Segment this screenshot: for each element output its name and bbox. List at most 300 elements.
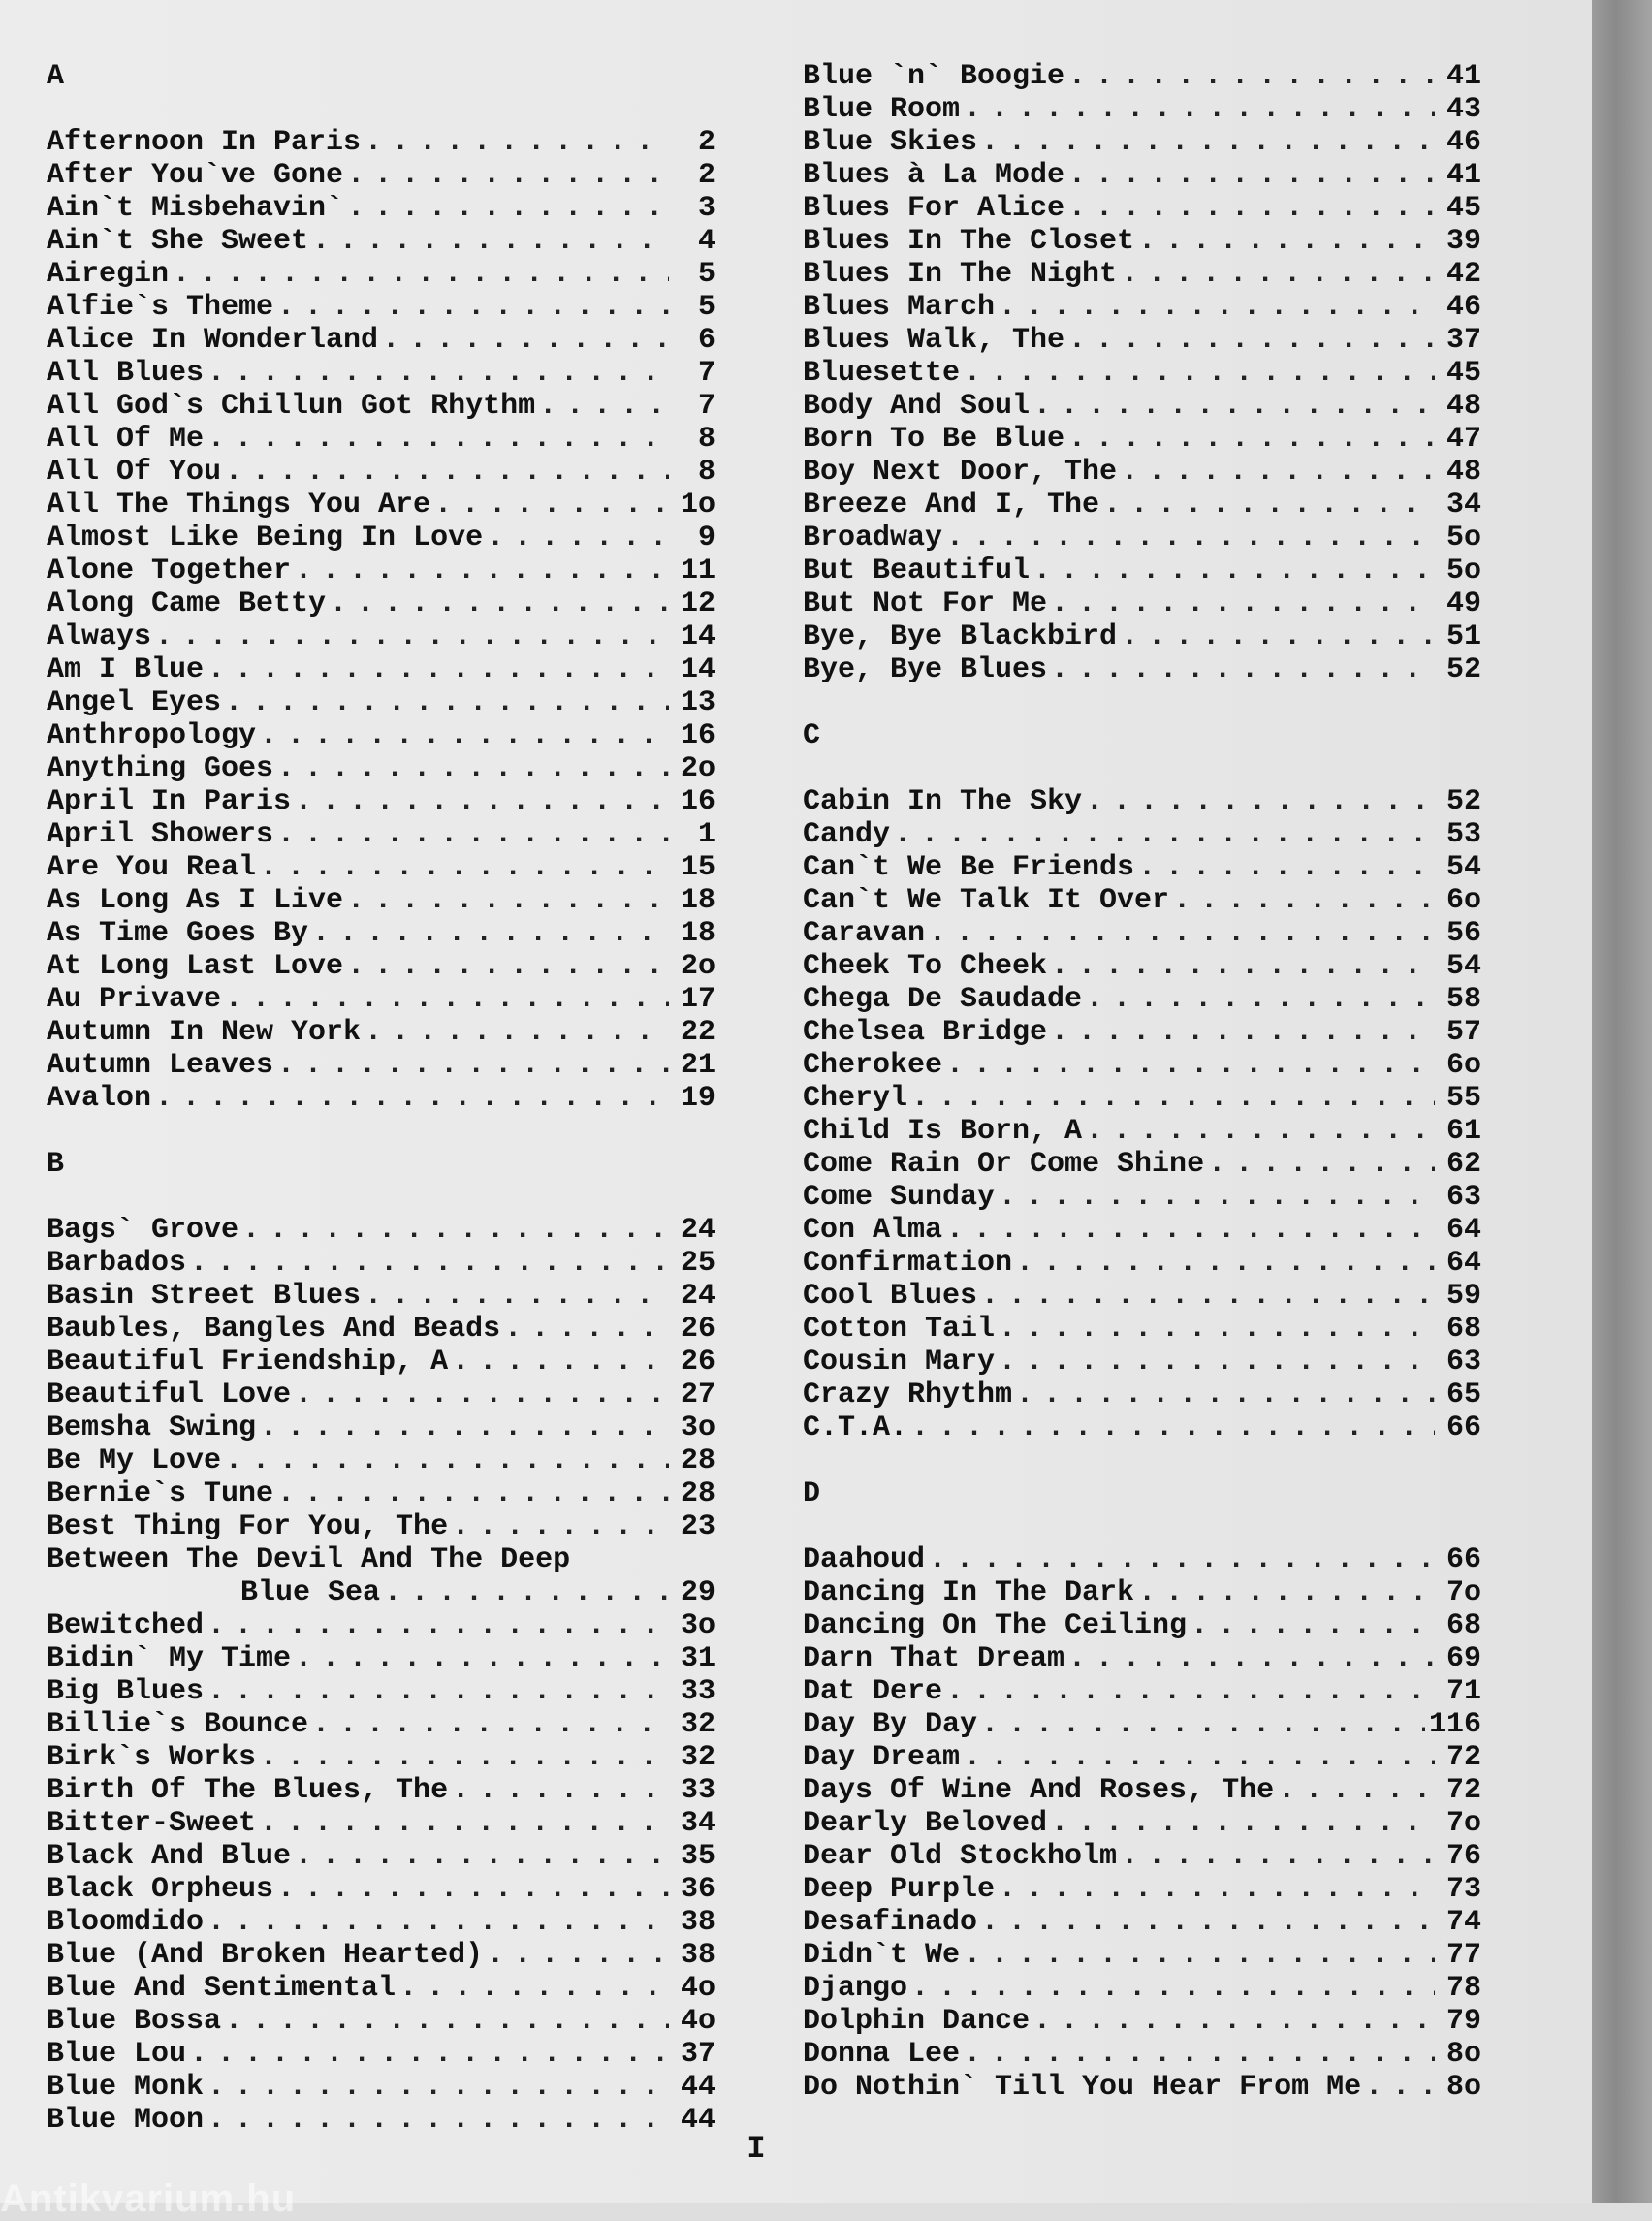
entry-title: Blues March bbox=[803, 291, 996, 324]
entry-page: 53 bbox=[1446, 818, 1481, 851]
section-letter: A bbox=[47, 60, 65, 93]
entry-page: 55 bbox=[1446, 1082, 1481, 1115]
entry-page: 2o bbox=[680, 950, 715, 983]
entry-page: 37 bbox=[680, 2038, 715, 2071]
index-entry bbox=[803, 555, 1481, 587]
index-entry bbox=[803, 126, 1481, 159]
dot-leader bbox=[999, 291, 1435, 324]
entry-page: 6o bbox=[1446, 1049, 1481, 1082]
entry-title: Alone Together bbox=[47, 555, 292, 587]
entry-title: Blue Monk bbox=[47, 2071, 205, 2104]
entry-title: Come Rain Or Come Shine bbox=[803, 1148, 1205, 1181]
dot-leader bbox=[277, 1049, 669, 1082]
entry-title: Avalon bbox=[47, 1082, 152, 1115]
entry-title: Blue `n` Boogie bbox=[803, 60, 1065, 93]
entry-page: 64 bbox=[1446, 1214, 1481, 1247]
entry-page: 46 bbox=[1446, 126, 1481, 159]
entry-title: Baubles, Bangles And Beads bbox=[47, 1313, 501, 1346]
entry-title: Chega De Saudade bbox=[803, 983, 1083, 1016]
entry-page: 66 bbox=[1446, 1412, 1481, 1444]
dot-leader bbox=[1068, 324, 1435, 357]
index-entry bbox=[47, 225, 715, 258]
entry-title: Basin Street Blues bbox=[47, 1280, 362, 1313]
entry-title: Deep Purple bbox=[803, 1873, 996, 1906]
entry-title: As Time Goes By bbox=[47, 917, 309, 950]
dot-leader bbox=[487, 522, 669, 555]
dot-leader bbox=[946, 1214, 1435, 1247]
entry-page: 7o bbox=[1446, 1576, 1481, 1609]
entry-title: Candy bbox=[803, 818, 891, 851]
index-entry bbox=[803, 1049, 1481, 1082]
entry-title: But Not For Me bbox=[803, 587, 1048, 620]
index-entry bbox=[47, 456, 715, 489]
index-entry bbox=[803, 1939, 1481, 1972]
index-entry bbox=[47, 522, 715, 555]
entry-title: Blues In The Night bbox=[803, 258, 1118, 291]
entry-page: 43 bbox=[1446, 93, 1481, 126]
entry-title: Blues For Alice bbox=[803, 192, 1065, 225]
index-entry bbox=[47, 1576, 715, 1609]
entry-title: Cotton Tail bbox=[803, 1313, 996, 1346]
entry-title: Bags` Grove bbox=[47, 1214, 239, 1247]
entry-title: Body And Soul bbox=[803, 390, 1031, 423]
index-entry bbox=[803, 1313, 1481, 1346]
index-entry bbox=[47, 390, 715, 423]
entry-page: 8o bbox=[1446, 2038, 1481, 2071]
dot-leader bbox=[190, 2038, 669, 2071]
entry-page: 41 bbox=[1446, 60, 1481, 93]
index-entry bbox=[47, 1873, 715, 1906]
index-entry bbox=[803, 159, 1481, 192]
dot-leader bbox=[1121, 1840, 1435, 1873]
index-entry bbox=[803, 785, 1481, 818]
entry-title: Beautiful Friendship, A bbox=[47, 1346, 449, 1379]
index-entry bbox=[47, 1807, 715, 1840]
entry-page: 51 bbox=[1446, 620, 1481, 653]
entry-page: 35 bbox=[680, 1840, 715, 1873]
dot-leader bbox=[1121, 620, 1435, 653]
index-entry bbox=[47, 1247, 715, 1280]
entry-title: Cousin Mary bbox=[803, 1346, 996, 1379]
index-entry bbox=[47, 752, 715, 785]
dot-leader bbox=[173, 258, 669, 291]
index-entry bbox=[47, 1609, 715, 1642]
index-entry bbox=[47, 653, 715, 686]
entry-page: 3o bbox=[680, 1412, 715, 1444]
entry-title: Darn That Dream bbox=[803, 1642, 1065, 1675]
entry-page: 59 bbox=[1446, 1280, 1481, 1313]
entry-page: 69 bbox=[1446, 1642, 1481, 1675]
entry-title: Are You Real bbox=[47, 851, 257, 884]
index-entry bbox=[803, 456, 1481, 489]
dot-leader bbox=[190, 1247, 669, 1280]
entry-title: Birk`s Works bbox=[47, 1741, 257, 1774]
section-letter: B bbox=[47, 1148, 65, 1181]
index-entry bbox=[803, 1774, 1481, 1807]
dot-leader bbox=[964, 1741, 1435, 1774]
entry-page: 11 bbox=[680, 555, 715, 587]
dot-leader bbox=[1016, 1247, 1435, 1280]
dot-leader bbox=[312, 917, 669, 950]
dot-leader bbox=[330, 587, 669, 620]
index-entry bbox=[47, 1082, 715, 1115]
entry-title: All The Things You Are bbox=[47, 489, 431, 522]
index-entry bbox=[803, 1609, 1481, 1642]
index-entry bbox=[803, 587, 1481, 620]
entry-title: Bernie`s Tune bbox=[47, 1477, 274, 1510]
dot-leader bbox=[981, 1708, 1425, 1741]
entry-title: Desafinado bbox=[803, 1906, 978, 1939]
entry-title: Bye, Bye Blues bbox=[803, 653, 1048, 686]
entry-title: Caravan bbox=[803, 917, 926, 950]
index-entry bbox=[803, 324, 1481, 357]
index-entry bbox=[803, 489, 1481, 522]
entry-page: 37 bbox=[1446, 324, 1481, 357]
dot-leader bbox=[1068, 192, 1435, 225]
entry-page: 7o bbox=[1446, 1807, 1481, 1840]
entry-title: Bye, Bye Blackbird bbox=[803, 620, 1118, 653]
entry-page: 54 bbox=[1446, 950, 1481, 983]
index-entry bbox=[803, 291, 1481, 324]
index-entry bbox=[47, 1379, 715, 1412]
dot-leader bbox=[384, 1576, 669, 1609]
dot-leader bbox=[312, 1708, 669, 1741]
dot-leader bbox=[1033, 2005, 1435, 2038]
entry-title: Blues à La Mode bbox=[803, 159, 1065, 192]
index-entry bbox=[47, 159, 715, 192]
index-entry bbox=[47, 851, 715, 884]
index-entry bbox=[47, 1972, 715, 2005]
entry-page: 1o bbox=[680, 489, 715, 522]
entry-title: Born To Be Blue bbox=[803, 423, 1065, 456]
dot-leader bbox=[242, 1214, 669, 1247]
index-entry bbox=[803, 1346, 1481, 1379]
entry-page: 79 bbox=[1446, 2005, 1481, 2038]
entry-page: 8o bbox=[1446, 2071, 1481, 2104]
entry-page: 45 bbox=[1446, 357, 1481, 390]
index-entry bbox=[47, 126, 715, 159]
index-entry bbox=[47, 686, 715, 719]
index-entry bbox=[47, 2038, 715, 2071]
index-entry bbox=[803, 620, 1481, 653]
index-entry bbox=[803, 1115, 1481, 1148]
dot-leader bbox=[207, 423, 669, 456]
dot-leader bbox=[1365, 2071, 1435, 2104]
section-spacer bbox=[803, 752, 1481, 785]
index-entry bbox=[47, 423, 715, 456]
entry-page: 44 bbox=[680, 2104, 715, 2137]
index-entry bbox=[47, 324, 715, 357]
entry-page: 26 bbox=[680, 1313, 715, 1346]
entry-title: Au Privave bbox=[47, 983, 222, 1016]
dot-leader bbox=[277, 291, 669, 324]
section-spacer bbox=[47, 1181, 715, 1214]
index-entry bbox=[47, 1906, 715, 1939]
book-edge bbox=[1592, 0, 1652, 2203]
entry-title: Breeze And I, The bbox=[803, 489, 1100, 522]
dot-leader bbox=[225, 1444, 669, 1477]
entry-page: 52 bbox=[1446, 785, 1481, 818]
index-entry bbox=[803, 60, 1481, 93]
entry-title: Do Nothin` Till You Hear From Me bbox=[803, 2071, 1362, 2104]
index-entry bbox=[47, 357, 715, 390]
entry-page: 25 bbox=[680, 1247, 715, 1280]
index-entry bbox=[803, 1148, 1481, 1181]
index-entry bbox=[47, 1510, 715, 1543]
entry-page: 8 bbox=[697, 423, 715, 456]
entry-title: All God`s Chillun Got Rhythm bbox=[47, 390, 536, 423]
dot-leader bbox=[911, 1412, 1435, 1444]
entry-title: Always bbox=[47, 620, 152, 653]
dot-leader bbox=[155, 620, 669, 653]
dot-leader bbox=[487, 1939, 669, 1972]
index-entry bbox=[803, 1708, 1481, 1741]
entry-page: 33 bbox=[680, 1675, 715, 1708]
dot-leader bbox=[365, 1280, 669, 1313]
dot-leader bbox=[911, 1082, 1435, 1115]
dot-leader bbox=[999, 1313, 1435, 1346]
index-entry bbox=[47, 1939, 715, 1972]
entry-page: 44 bbox=[680, 2071, 715, 2104]
index-entry bbox=[47, 1346, 715, 1379]
entry-title: Broadway bbox=[803, 522, 943, 555]
index-entry bbox=[47, 1444, 715, 1477]
entry-page: 78 bbox=[1446, 1972, 1481, 2005]
entry-title: Day By Day bbox=[803, 1708, 978, 1741]
entry-page: 8 bbox=[697, 456, 715, 489]
entry-page: 68 bbox=[1446, 1313, 1481, 1346]
entry-page: 15 bbox=[680, 851, 715, 884]
entry-title: Afternoon In Paris bbox=[47, 126, 362, 159]
index-entry bbox=[47, 1016, 715, 1049]
entry-title: Blues Walk, The bbox=[803, 324, 1065, 357]
entry-title: Blue Sea bbox=[240, 1576, 381, 1609]
entry-page: 33 bbox=[680, 1774, 715, 1807]
entry-title: Blue Room bbox=[803, 93, 961, 126]
dot-leader bbox=[1051, 1016, 1435, 1049]
entry-page: 72 bbox=[1446, 1741, 1481, 1774]
index-entry bbox=[47, 1280, 715, 1313]
dot-leader bbox=[434, 489, 669, 522]
entry-title: Can`t We Talk It Over bbox=[803, 884, 1170, 917]
dot-leader bbox=[1103, 489, 1435, 522]
index-entry bbox=[803, 522, 1481, 555]
index-entry bbox=[803, 1576, 1481, 1609]
dot-leader bbox=[946, 1049, 1435, 1082]
index-entry bbox=[803, 1379, 1481, 1412]
index-entry bbox=[803, 1906, 1481, 1939]
dot-leader bbox=[964, 357, 1435, 390]
entry-page: 42 bbox=[1446, 258, 1481, 291]
dot-leader bbox=[295, 1642, 669, 1675]
index-entry bbox=[803, 1082, 1481, 1115]
entry-page: 64 bbox=[1446, 1247, 1481, 1280]
entry-page: 32 bbox=[680, 1708, 715, 1741]
entry-title: Alice In Wonderland bbox=[47, 324, 379, 357]
entry-page: 28 bbox=[680, 1477, 715, 1510]
dot-leader bbox=[207, 1906, 669, 1939]
entry-page: 66 bbox=[1446, 1543, 1481, 1576]
dot-leader bbox=[1051, 587, 1435, 620]
index-entry bbox=[47, 2071, 715, 2104]
entry-title: Along Came Betty bbox=[47, 587, 327, 620]
index-entry bbox=[803, 1642, 1481, 1675]
index-entry bbox=[47, 818, 715, 851]
section-spacer bbox=[47, 93, 715, 126]
dot-leader bbox=[207, 1675, 669, 1708]
index-entry bbox=[47, 2005, 715, 2038]
entry-page: 24 bbox=[680, 1214, 715, 1247]
dot-leader bbox=[225, 2005, 669, 2038]
entry-title: Black Orpheus bbox=[47, 1873, 274, 1906]
index-entry bbox=[803, 851, 1481, 884]
index-entry bbox=[803, 1412, 1481, 1444]
entry-page: 68 bbox=[1446, 1609, 1481, 1642]
entry-title: Child Is Born, A bbox=[803, 1115, 1083, 1148]
entry-title: Bewitched bbox=[47, 1609, 205, 1642]
index-entry bbox=[803, 1741, 1481, 1774]
dot-leader bbox=[1051, 653, 1435, 686]
dot-leader bbox=[365, 1016, 669, 1049]
entry-title: Cool Blues bbox=[803, 1280, 978, 1313]
entry-title: Dear Old Stockholm bbox=[803, 1840, 1118, 1873]
entry-page: 5 bbox=[697, 258, 715, 291]
entry-title: Anything Goes bbox=[47, 752, 274, 785]
entry-title: As Long As I Live bbox=[47, 884, 344, 917]
entry-title: After You`ve Gone bbox=[47, 159, 344, 192]
dot-leader bbox=[946, 522, 1435, 555]
entry-title: Blues In The Closet bbox=[803, 225, 1135, 258]
dot-leader bbox=[207, 2071, 669, 2104]
dot-leader bbox=[452, 1510, 669, 1543]
entry-page: 5o bbox=[1446, 522, 1481, 555]
dot-leader bbox=[1051, 950, 1435, 983]
entry-page: 38 bbox=[680, 1906, 715, 1939]
index-entry bbox=[47, 587, 715, 620]
dot-leader bbox=[277, 752, 669, 785]
entry-title: Dancing In The Dark bbox=[803, 1576, 1135, 1609]
dot-leader bbox=[207, 653, 669, 686]
dot-leader bbox=[1068, 423, 1435, 456]
entry-title: Blue Bossa bbox=[47, 2005, 222, 2038]
dot-leader bbox=[964, 93, 1435, 126]
dot-leader bbox=[260, 1741, 669, 1774]
entry-title: All Of You bbox=[47, 456, 222, 489]
entry-page: 61 bbox=[1446, 1115, 1481, 1148]
index-entry bbox=[47, 489, 715, 522]
index-entry bbox=[803, 1543, 1481, 1576]
entry-page: 38 bbox=[680, 1939, 715, 1972]
section-letter: C bbox=[803, 719, 821, 752]
entry-page: 77 bbox=[1446, 1939, 1481, 1972]
entry-title: Ain`t She Sweet bbox=[47, 225, 309, 258]
entry-title: April In Paris bbox=[47, 785, 292, 818]
dot-leader bbox=[207, 1609, 669, 1642]
entry-page: 47 bbox=[1446, 423, 1481, 456]
entry-title: Bemsha Swing bbox=[47, 1412, 257, 1444]
entry-page: 19 bbox=[680, 1082, 715, 1115]
entry-title: Alfie`s Theme bbox=[47, 291, 274, 324]
dot-leader bbox=[981, 126, 1435, 159]
entry-title: Bitter-Sweet bbox=[47, 1807, 257, 1840]
dot-leader bbox=[964, 2038, 1435, 2071]
index-entry bbox=[803, 1807, 1481, 1840]
entry-page: 56 bbox=[1446, 917, 1481, 950]
index-entry bbox=[803, 390, 1481, 423]
dot-leader bbox=[1086, 983, 1435, 1016]
entry-page: 23 bbox=[680, 1510, 715, 1543]
dot-leader bbox=[277, 1477, 669, 1510]
entry-page: 34 bbox=[680, 1807, 715, 1840]
entry-page: 41 bbox=[1446, 159, 1481, 192]
entry-page: 57 bbox=[1446, 1016, 1481, 1049]
dot-leader bbox=[1138, 851, 1435, 884]
entry-title: Confirmation bbox=[803, 1247, 1013, 1280]
index-entry bbox=[803, 1016, 1481, 1049]
entry-title: Anthropology bbox=[47, 719, 257, 752]
entry-page: 4o bbox=[680, 2005, 715, 2038]
entry-title: Bloomdido bbox=[47, 1906, 205, 1939]
entry-page: 4o bbox=[680, 1972, 715, 2005]
dot-leader bbox=[894, 818, 1435, 851]
index-entry bbox=[47, 620, 715, 653]
index-entry bbox=[803, 950, 1481, 983]
entry-title: Beautiful Love bbox=[47, 1379, 292, 1412]
dot-leader bbox=[399, 1972, 669, 2005]
index-entry bbox=[803, 225, 1481, 258]
entry-title: Blue (And Broken Hearted) bbox=[47, 1939, 484, 1972]
entry-title: Come Sunday bbox=[803, 1181, 996, 1214]
entry-title: Con Alma bbox=[803, 1214, 943, 1247]
entry-title: Bluesette bbox=[803, 357, 961, 390]
entry-page: 65 bbox=[1446, 1379, 1481, 1412]
dot-leader bbox=[347, 884, 669, 917]
entry-title: But Beautiful bbox=[803, 555, 1031, 587]
entry-page: 52 bbox=[1446, 653, 1481, 686]
entry-page: 13 bbox=[680, 686, 715, 719]
watermark: Antikvarium.hu bbox=[0, 2177, 297, 2220]
dot-leader bbox=[347, 950, 669, 983]
dot-leader bbox=[1068, 60, 1435, 93]
index-entry bbox=[803, 1214, 1481, 1247]
index-entry bbox=[803, 357, 1481, 390]
entry-title: Can`t We Be Friends bbox=[803, 851, 1135, 884]
entry-title: Dearly Beloved bbox=[803, 1807, 1048, 1840]
index-entry bbox=[803, 1840, 1481, 1873]
entry-title: Django bbox=[803, 1972, 908, 2005]
dot-leader bbox=[260, 851, 669, 884]
index-entry bbox=[803, 1247, 1481, 1280]
entry-page: 31 bbox=[680, 1642, 715, 1675]
entry-title: Best Thing For You, The bbox=[47, 1510, 449, 1543]
entry-title: Cheek To Cheek bbox=[803, 950, 1048, 983]
dot-leader bbox=[452, 1774, 669, 1807]
index-entry bbox=[47, 1675, 715, 1708]
entry-page: 72 bbox=[1446, 1774, 1481, 1807]
dot-leader bbox=[1121, 456, 1435, 489]
index-entry bbox=[47, 983, 715, 1016]
dot-leader bbox=[260, 719, 669, 752]
entry-page: 18 bbox=[680, 917, 715, 950]
entry-page: 74 bbox=[1446, 1906, 1481, 1939]
entry-title: All Of Me bbox=[47, 423, 205, 456]
dot-leader bbox=[1033, 555, 1435, 587]
entry-title: At Long Last Love bbox=[47, 950, 344, 983]
entry-page: 14 bbox=[680, 620, 715, 653]
dot-leader bbox=[1068, 1642, 1435, 1675]
entry-title: Crazy Rhythm bbox=[803, 1379, 1013, 1412]
entry-page: 29 bbox=[680, 1576, 715, 1609]
